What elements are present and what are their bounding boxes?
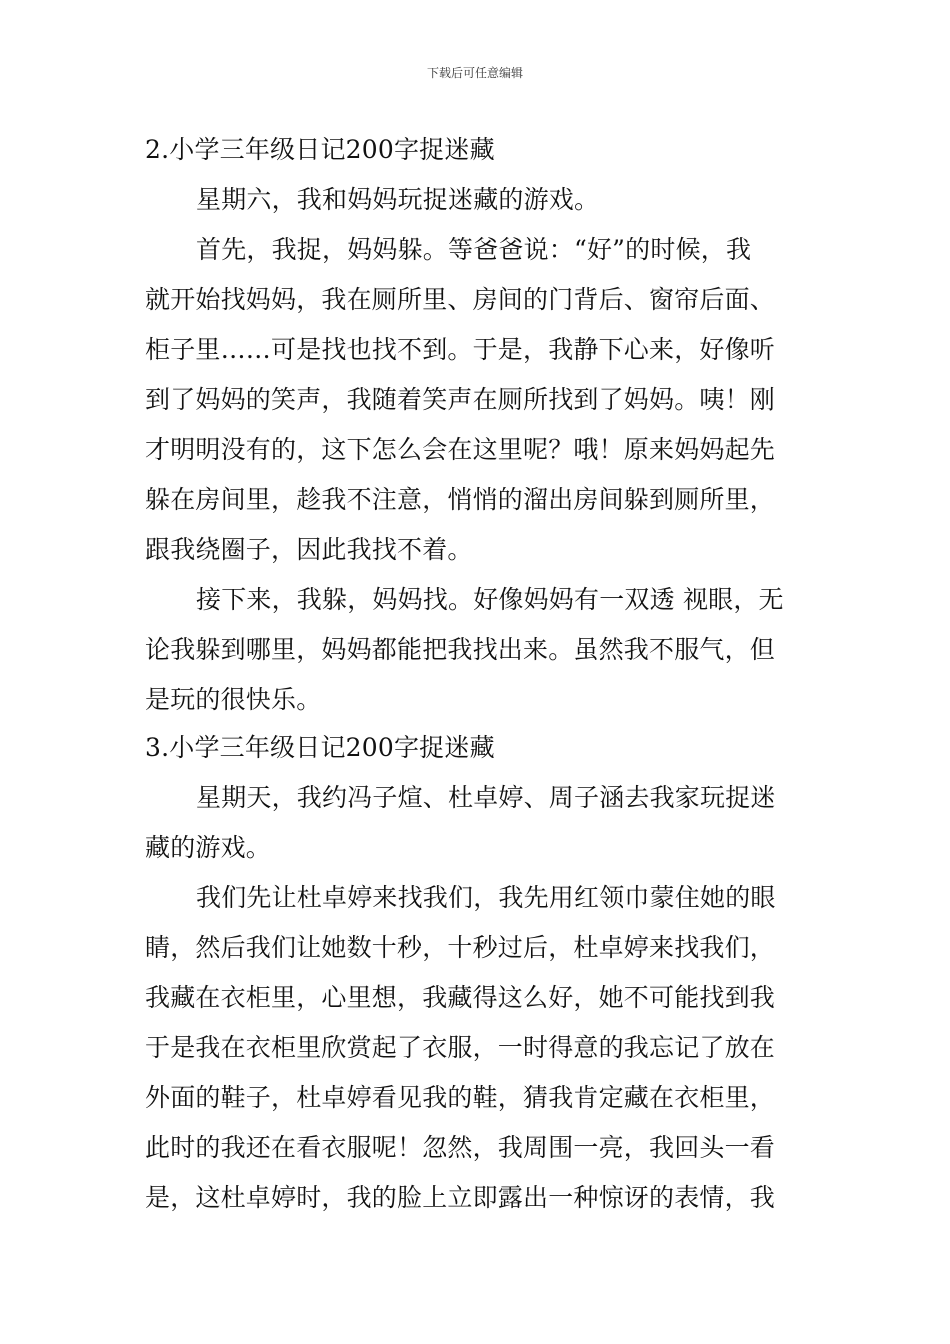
paragraph-line: 睛，然后我们让她数十秒，十秒过后，杜卓婷来找我们， — [145, 933, 776, 962]
paragraph-line: 星期天，我约冯子煊、杜卓婷、周子涵去我家玩捉迷 — [196, 783, 776, 812]
paragraph-line: 到了妈妈的笑声，我随着笑声在厕所找到了妈妈。咦！刚 — [145, 385, 776, 414]
paragraph-line: 外面的鞋子，杜卓婷看见我的鞋，猜我肯定藏在衣柜里， — [145, 1083, 776, 1112]
section-heading: 2.小学三年级日记200字捉迷藏 — [145, 135, 495, 164]
paragraph-line: 躲在房间里，趁我不注意，悄悄的溜出房间躲到厕所里， — [145, 485, 776, 514]
paragraph-line: 柜子里……可是找也找不到。于是，我静下心来，好像听 — [145, 335, 776, 364]
paragraph-line: 是玩的很快乐。 — [145, 685, 322, 714]
paragraph-line: 就开始找妈妈，我在厕所里、房间的门背后、窗帘后面、 — [145, 285, 776, 314]
paragraph-line: 于是我在衣柜里欣赏起了衣服，一时得意的我忘记了放在 — [145, 1033, 776, 1062]
paragraph-line: 跟我绕圈子，因此我找不着。 — [145, 535, 473, 564]
paragraph-line: 才明明没有的，这下怎么会在这里呢？哦！原来妈妈起先 — [145, 435, 776, 464]
paragraph-line: 是，这杜卓婷时，我的脸上立即露出一种惊讶的表情，我 — [145, 1183, 776, 1212]
paragraph-line: 我们先让杜卓婷来找我们，我先用红领巾蒙住她的眼 — [196, 883, 776, 912]
paragraph-line: 此时的我还在看衣服呢！忽然，我周围一亮，我回头一看 — [145, 1133, 776, 1162]
paragraph-line: 首先，我捉，妈妈躲。等爸爸说：“好”的时候，我 — [196, 235, 752, 264]
paragraph-line: 藏的游戏。 — [145, 833, 272, 862]
paragraph-line: 接下来，我躲，妈妈找。好像妈妈有一双透 视眼，无 — [196, 585, 784, 614]
page-header: 下载后可任意编辑 — [426, 66, 523, 80]
section-heading: 3.小学三年级日记200字捉迷藏 — [145, 733, 495, 762]
paragraph-line: 我藏在衣柜里，心里想，我藏得这么好，她不可能找到我 — [145, 983, 776, 1012]
paragraph-line: 论我躲到哪里，妈妈都能把我找出来。虽然我不服气，但 — [145, 635, 776, 664]
paragraph-line: 星期六，我和妈妈玩捉迷藏的游戏。 — [196, 185, 600, 214]
